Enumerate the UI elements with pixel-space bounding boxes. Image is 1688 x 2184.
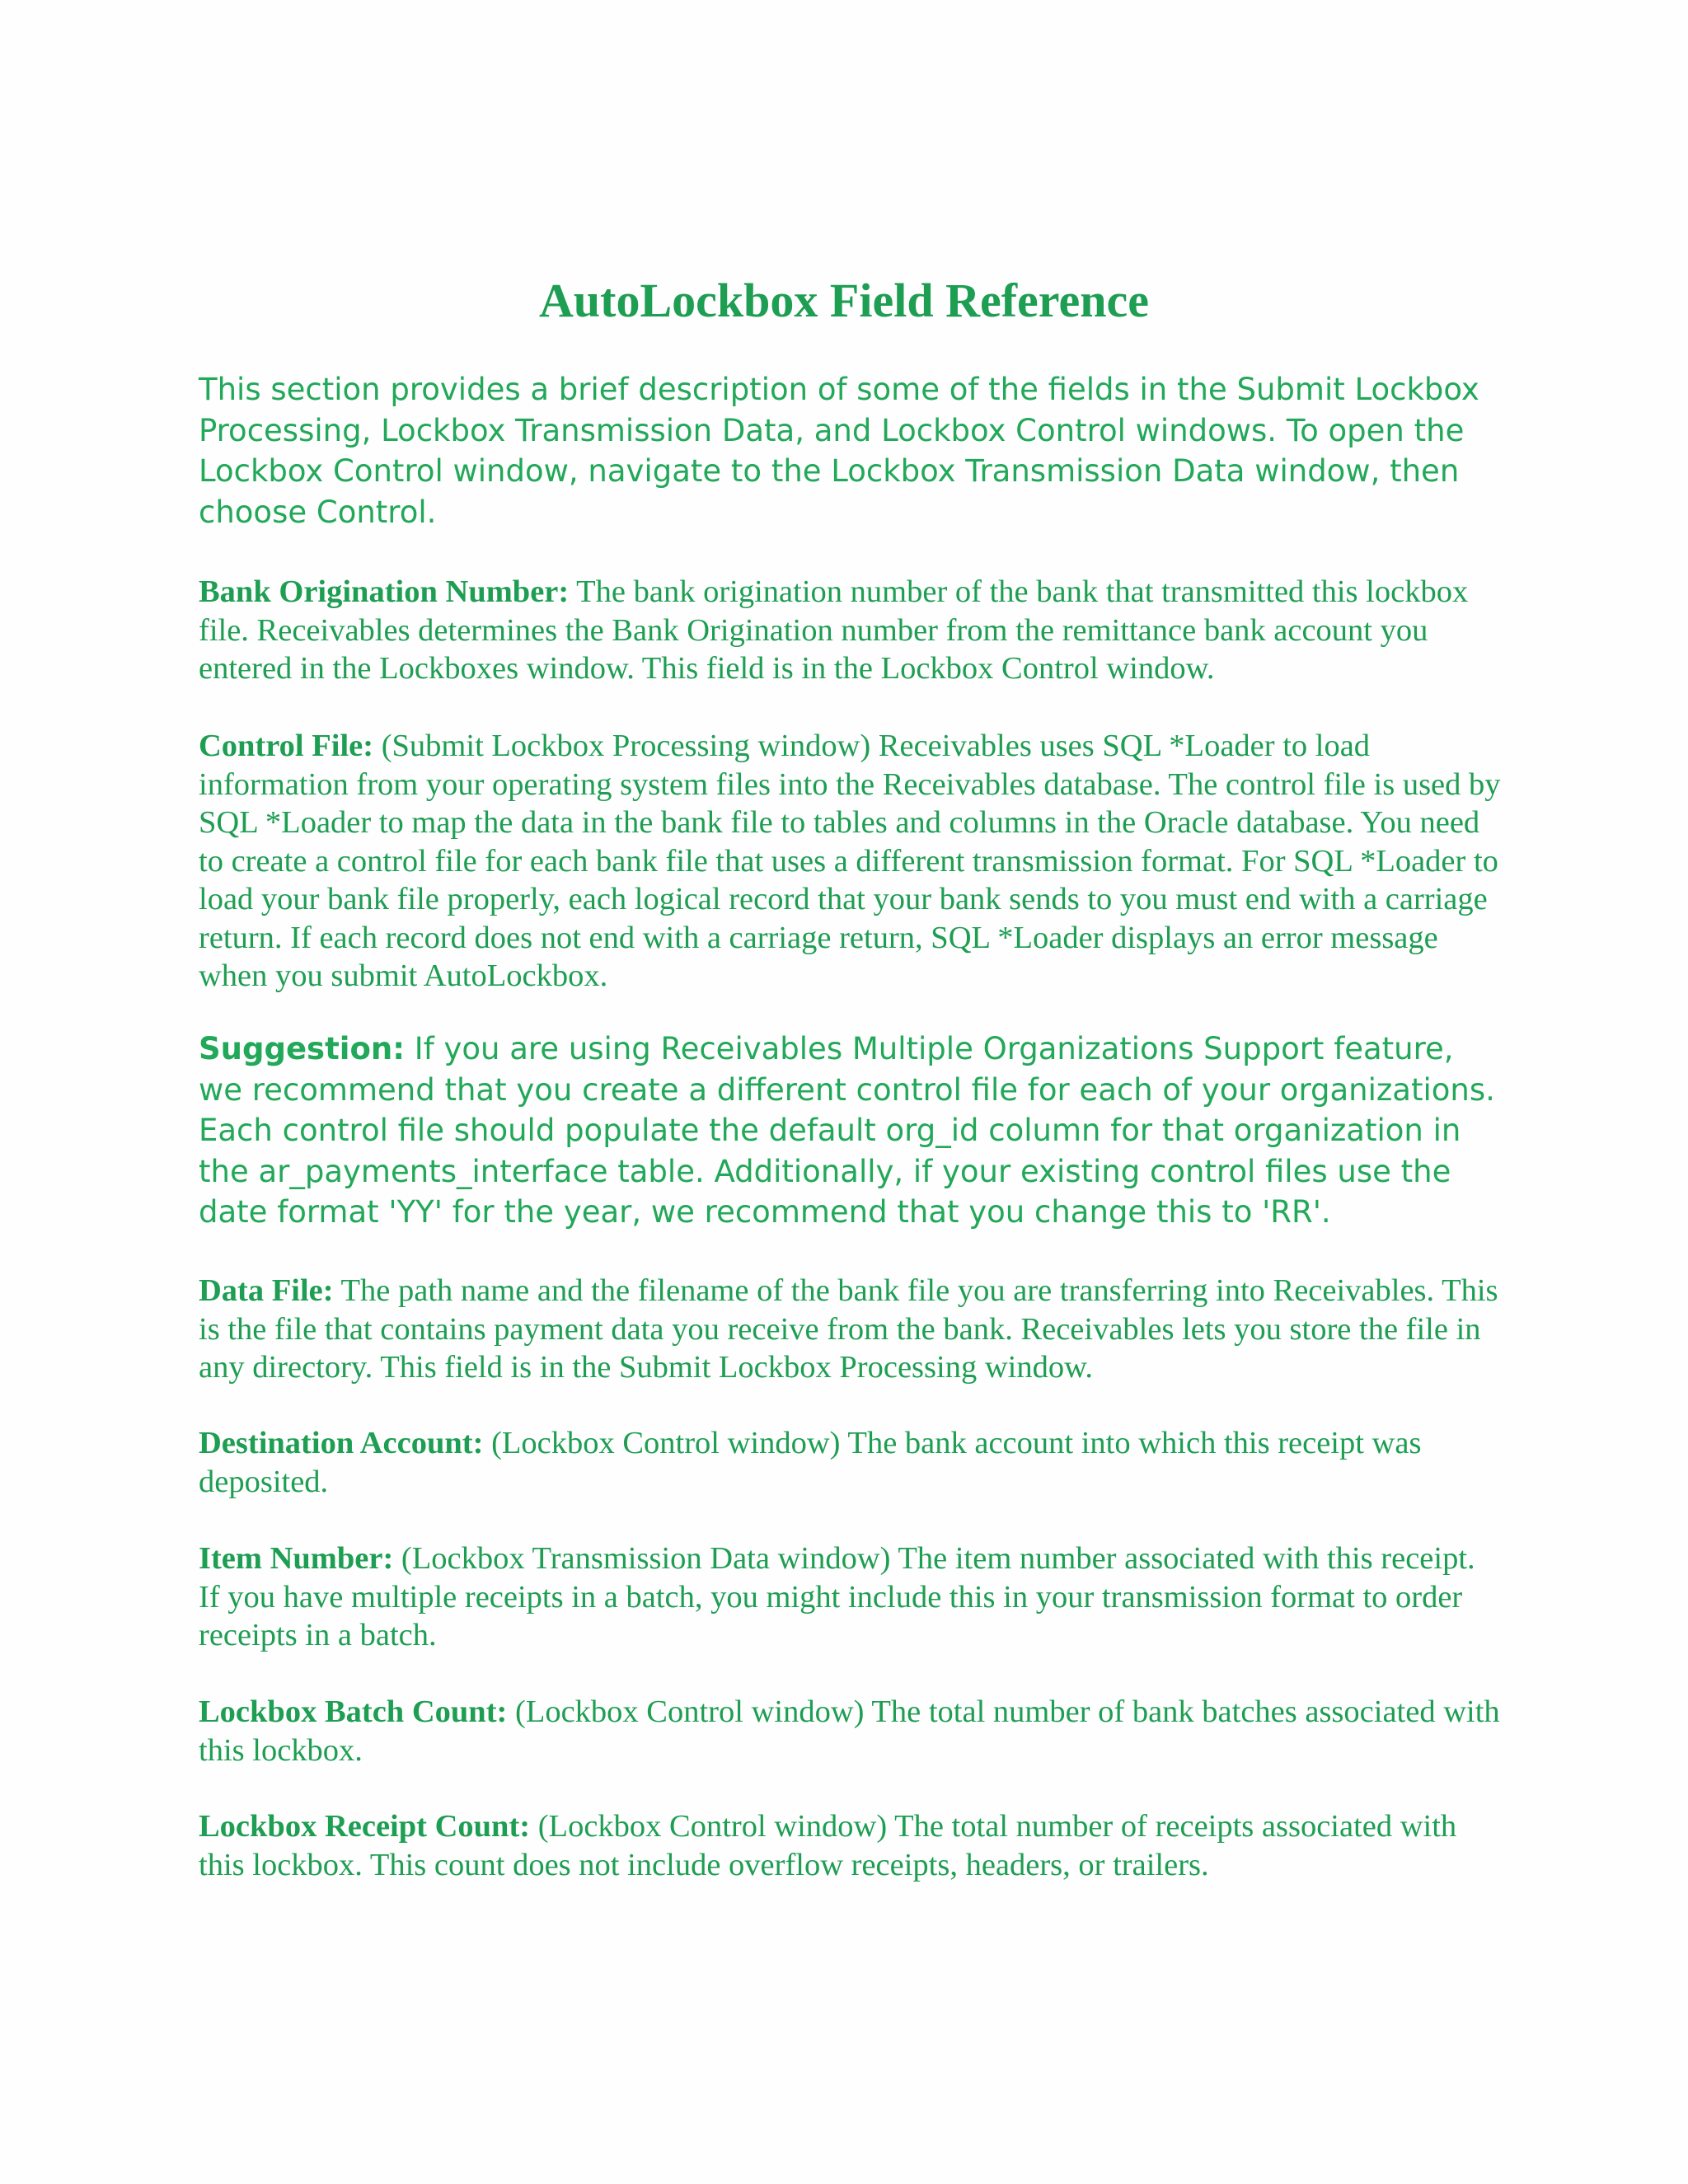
intro-paragraph: This section provides a brief description of some of the fields in the Submit Lockbox Processing, Lockbox Transmission Data, and Lockbox Control windows. To open the Lockbox Control window, navigate to the Lockbox Transmission Data window, then choose Control. (199, 372, 1479, 530)
entry-label: Bank Origination Number: (199, 574, 570, 609)
page-title: AutoLockbox Field Reference (539, 274, 1149, 327)
entry-text: (Lockbox Control window) The total number of receipts associated with this lockbox. This count does not include overflow receipts, headers, or trailers. (199, 1809, 1457, 1882)
entry-label: Suggestion: (199, 1031, 406, 1066)
entry-text: The path name and the filename of the bank file you are transferring into Receivables. This is the file that contains payment data you receive from the bank. Receivables lets you store the file in any directory. This field is in the Submit Lockbox Processing window. (199, 1273, 1498, 1385)
entry-lockbox-batch-count (199, 1693, 1501, 1769)
entry-text: (Submit Lockbox Processing window) Receivables uses SQL *Loader to load information from your operating system files into the Receivables database. The control file is used by SQL *Loader to map the data in the bank file to tables and columns in the Oracle database. You need to create a control file for each bank file that uses a different transmission format. For SQL *Loader to load your bank file properly, each logical record that your bank sends to you must end with a carriage return. If each record does not end with a carriage return, SQL *Loader displays an error message when you submit AutoLockbox. (199, 729, 1501, 993)
entry-item-number (199, 1540, 1501, 1655)
entry-lockbox-receipt-count (199, 1807, 1501, 1884)
entry-label: Destination Account: (199, 1426, 484, 1460)
entry-destination-account (199, 1424, 1501, 1501)
entry-bank-origination-number (199, 573, 1501, 688)
entry-label: Lockbox Batch Count: (199, 1694, 508, 1729)
entry-text: (Lockbox Control window) The bank account into which this receipt was deposited. (199, 1426, 1422, 1499)
entry-text: (Lockbox Control window) The total number of bank batches associated with this lockbox. (199, 1694, 1500, 1768)
suggestion-note (199, 1029, 1501, 1233)
entry-label: Data File: (199, 1273, 334, 1308)
entry-text: (Lockbox Transmission Data window) The item number associated with this receipt. If you have multiple receipts in a batch, you might include this in your transmission format to order receipts in a batch. (199, 1541, 1475, 1652)
entry-label: Lockbox Receipt Count: (199, 1809, 531, 1844)
entry-label: Control File: (199, 729, 374, 763)
entry-label: Item Number: (199, 1541, 394, 1576)
entry-text: The bank origination number of the bank that transmitted this lockbox file. Receivables determines the Bank Origination number from the remittance bank account you entered in the Lockboxes window. This field is in the Lockbox Control window. (199, 574, 1469, 686)
entry-control-file (199, 727, 1501, 996)
entry-text: If you are using Receivables Multiple Organizations Support feature, we recommend that you create a different control file for each of your organizations. Each control file should populate the default org_id column for that organization in the ar_payments_interface table. Additionally, if your existing control files use the date format 'YY' for the year, we recommend that you change this to 'RR'. (199, 1031, 1495, 1230)
entry-data-file (199, 1272, 1501, 1387)
